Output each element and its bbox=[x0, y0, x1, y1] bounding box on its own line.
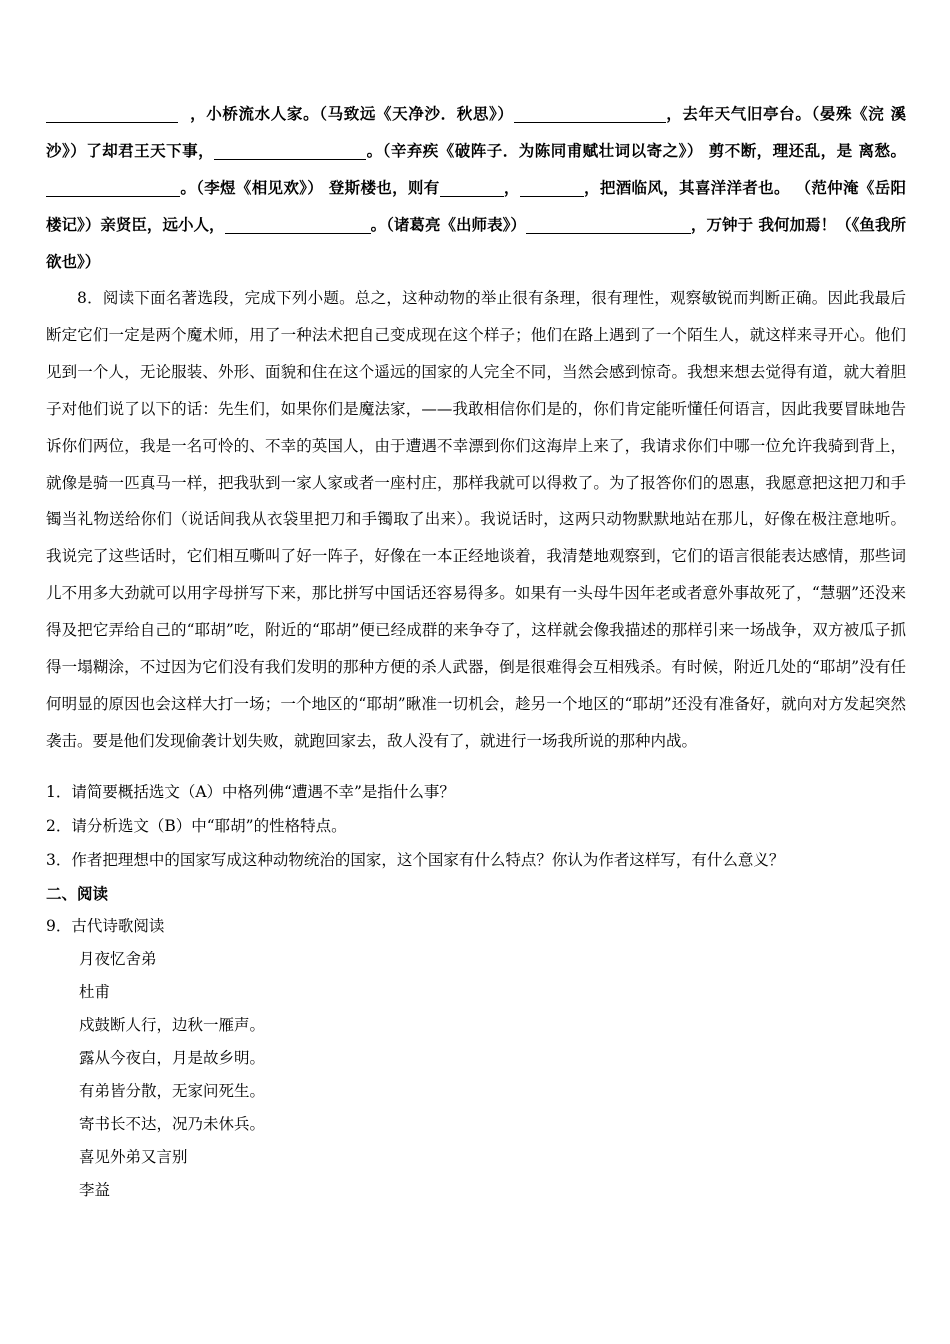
fill-text: 溪沙》）了却君王天下事， bbox=[46, 104, 906, 160]
fill-text: 。（李煜《相见欢》） 登斯楼也，则有 bbox=[180, 178, 440, 197]
answer-blank[interactable] bbox=[214, 141, 366, 160]
poem-line: 有弟皆分散，无家问死生。 bbox=[79, 1082, 266, 1101]
fill-text: ，把酒临风，其喜洋洋者也。 bbox=[583, 178, 790, 197]
poem-line: 戍鼓断人行，边秋一雁声。 bbox=[79, 1016, 266, 1035]
fill-text: ，万钟于 bbox=[690, 215, 754, 234]
fill-text: 我何加焉！（《鱼我所欲也》） bbox=[46, 215, 906, 271]
answer-blank[interactable] bbox=[46, 104, 178, 123]
answer-blank[interactable] bbox=[520, 178, 584, 197]
question-3: 3．作者把理想中的国家写成这种动物统治的国家，这个国家有什么特点？你认为作者这样写，有什么意义？ bbox=[46, 851, 785, 870]
fill-text: 。（辛弃疾《破阵子．为陈同甫赋壮词以寄之》） 剪不断，理还乱，是 bbox=[366, 141, 853, 160]
fill-text: （范仲淹《岳阳楼记》）亲贤臣，远小人， bbox=[46, 178, 906, 234]
fill-text: ，去年天气旧亭台。（晏殊《浣 bbox=[665, 104, 885, 123]
answer-blank[interactable] bbox=[526, 215, 691, 234]
question-9: 9．古代诗歌阅读 bbox=[46, 917, 165, 936]
answer-blank[interactable] bbox=[440, 178, 504, 197]
poem-author: 李益 bbox=[79, 1181, 111, 1200]
poem-line: 寄书长不达，况乃未休兵。 bbox=[79, 1115, 266, 1134]
poem-author: 杜甫 bbox=[79, 983, 111, 1002]
document-page bbox=[46, 95, 906, 1207]
answer-blank[interactable] bbox=[514, 104, 666, 123]
fill-in-question-block bbox=[46, 95, 906, 280]
question-1: 1．请简要概括选文（A）中格列佛“遭遇不幸”是指什么事？ bbox=[46, 783, 455, 802]
fill-text: ， bbox=[503, 178, 520, 197]
fill-text: 。（诸葛亮《出师表》） bbox=[370, 215, 526, 234]
reading-passage: 8．阅读下面名著选段，完成下列小题。总之，这种动物的举止很有条理，很有理性，观察敏锐而判断正确。因此我最后断定它们一定是两个魔术师，用了一种法术把自己变成现在这个样子；他们在路上遇到了一个陌生人，就这样来寻开心。他们见到一个人，无论服装、外形、面貌和住在这个遥远的国家的人完全不同，当然会感到惊奇。我想来想去觉得有道，就大着胆子对他们说了以下的话：先生们，如果你们是魔法家，——我敢相信你们是的，你们肯定能听懂任何语言，因此我要冒昧地告诉你们两位，我是一名可怜的、不幸的英国人，由于遭遇不幸漂到你们这海岸上来了，我请求你们中哪一位允许我骑到背上，就像是骑一匹真马一样，把我驮到一家人家或者一座村庄，那样我就可以得救了。为了报答你们的恩惠，我愿意把这把刀和手镯当礼物送给你们（说话间我从衣袋里把刀和手镯取了出来）。我说话时，这两只动物默默地站在那儿，好像在极注意地听。我说完了这些话时，它们相互嘶叫了好一阵子，好像在一本正经地谈着，我清楚地观察到，它们的语言很能表达感情，那些词儿不用多大劲就可以用字母拼写下来，那比拼写中国话还容易得多。如果有一头母牛因年老或者意外事故死了，“慧骃”还没来得及把它弄给自己的“耶胡”吃，附近的“耶胡”便已经成群的来争夺了，这样就会像我描述的那样引来一场战争，双方被瓜子抓得一塌糊涂，不过因为它们没有我们发明的那种方便的杀人武器，倒是很难得会互相残杀。有时候，附近几处的“耶胡”没有任何明显的原因也会这样大打一场；一个地区的“耶胡”瞅准一切机会，趁另一个地区的“耶胡”还没有准备好，就向对方发起突然袭击。要是他们发现偷袭计划失败，就跑回家去，敌人没有了，就进行一场我所说的那种内战。 bbox=[46, 289, 906, 750]
fill-text: ，小桥流水人家。（马致远《天净沙．秋思》） bbox=[190, 104, 514, 123]
poem-block bbox=[46, 943, 906, 1207]
section-title: 二、阅读 bbox=[46, 884, 109, 904]
question-2: 2．请分析选文（B）中“耶胡”的性格特点。 bbox=[46, 817, 347, 836]
poem-title: 喜见外弟又言别 bbox=[79, 1148, 188, 1167]
answer-blank[interactable] bbox=[225, 215, 371, 234]
fill-text: 离愁。 bbox=[858, 141, 906, 160]
poem-title: 月夜忆舍弟 bbox=[79, 950, 157, 969]
answer-blank[interactable] bbox=[46, 178, 180, 197]
poem-line: 露从今夜白，月是故乡明。 bbox=[79, 1049, 266, 1068]
